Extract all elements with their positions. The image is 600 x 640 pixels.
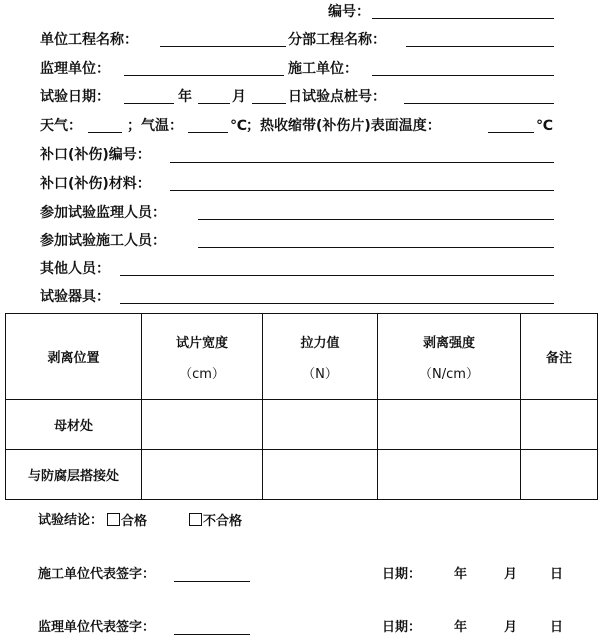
test-day-field[interactable] [252, 103, 286, 104]
header-width [142, 314, 263, 400]
supervision-day-label: 日 [550, 620, 564, 635]
day-stake-label: 日试验点桩号： [288, 89, 386, 105]
construction-unit-label: 施工单位： [288, 61, 358, 77]
weather-field[interactable] [88, 132, 122, 133]
supervision-month-label: 月 [504, 620, 518, 635]
sub-project-label: 分部工程名称： [288, 32, 386, 48]
construction-year-label: 年 [454, 567, 468, 582]
patch-number-label: 补口(补伤)编号： [40, 147, 151, 163]
conclusion-label: 试验结论： [38, 513, 104, 528]
construction-sign-field[interactable] [174, 581, 250, 582]
header-strength-unit: （N/cm） [419, 366, 479, 382]
number-label: 编号： [328, 4, 370, 20]
fail-label: 不合格 [203, 514, 243, 529]
supervision-year-label: 年 [454, 620, 468, 635]
other-staff-field[interactable] [120, 275, 554, 276]
supervision-unit-label: 监理单位： [40, 61, 110, 77]
supervision-sign-field[interactable] [174, 634, 250, 635]
construction-day-label: 日 [550, 567, 564, 582]
peel-test-table [5, 313, 598, 500]
pass-checkbox[interactable] [107, 513, 120, 526]
supervision-date-label: 日期： [382, 620, 422, 635]
unit-project-field[interactable] [160, 46, 286, 47]
construction-date-label: 日期： [382, 567, 422, 582]
fail-option[interactable] [188, 513, 242, 530]
patch-number-field[interactable] [170, 162, 554, 163]
cell-input[interactable] [521, 450, 598, 500]
patch-material-field[interactable] [170, 190, 554, 191]
surface-temp-field[interactable] [488, 132, 534, 133]
header-width-unit: （cm） [179, 366, 225, 382]
celsius-unit: ℃ [230, 118, 247, 134]
construction-unit-field[interactable] [372, 75, 554, 76]
cell-input[interactable] [521, 400, 598, 450]
supervision-staff-field[interactable] [198, 219, 554, 220]
construction-staff-label: 参加试验施工人员： [40, 233, 166, 249]
construction-month-label: 月 [504, 567, 518, 582]
header-tension [263, 314, 378, 400]
stake-number-field[interactable] [404, 103, 554, 104]
month-label: 月 [232, 89, 246, 105]
equipment-field[interactable] [120, 303, 554, 304]
pass-option[interactable] [106, 513, 147, 530]
celsius-unit-2: ℃ [536, 118, 553, 134]
construction-staff-field[interactable] [198, 247, 554, 248]
test-date-label: 试验日期： [40, 89, 110, 105]
header-remark: 备注 [521, 314, 598, 400]
cell-input[interactable] [263, 400, 378, 450]
temperature-label: ；气温： [127, 118, 183, 134]
weather-label: 天气： [40, 118, 82, 134]
patch-material-label: 补口(补伤)材料： [40, 176, 151, 192]
fail-checkbox[interactable] [189, 513, 202, 526]
header-width-title: 试片宽度 [175, 335, 228, 351]
construction-sign-label: 施工单位代表签字： [38, 567, 156, 582]
table-row [6, 450, 598, 500]
table-row [6, 400, 598, 450]
header-tension-title: 拉力值 [300, 335, 340, 351]
number-field[interactable] [372, 18, 554, 19]
header-strength-title: 剥离强度 [422, 335, 475, 351]
supervision-staff-label: 参加试验监理人员： [40, 205, 166, 221]
temperature-field[interactable] [188, 132, 228, 133]
year-label: 年 [178, 89, 192, 105]
test-month-field[interactable] [198, 103, 230, 104]
cell-input[interactable] [142, 400, 263, 450]
cell-input[interactable] [378, 400, 521, 450]
row-label-base-material: 母材处 [6, 400, 142, 450]
header-position: 剥离位置 [6, 314, 142, 400]
row-label-overlap: 与防腐层搭接处 [6, 450, 142, 500]
header-strength [378, 314, 521, 400]
test-year-field[interactable] [124, 103, 174, 104]
sub-project-field[interactable] [406, 46, 554, 47]
header-tension-unit: （N） [302, 366, 338, 382]
supervision-unit-field[interactable] [124, 75, 284, 76]
other-staff-label: 其他人员： [40, 261, 110, 277]
cell-input[interactable] [142, 450, 263, 500]
cell-input[interactable] [378, 450, 521, 500]
unit-project-label: 单位工程名称： [40, 32, 138, 48]
pass-label: 合格 [121, 514, 148, 529]
equipment-label: 试验器具： [40, 289, 110, 305]
cell-input[interactable] [263, 450, 378, 500]
table-header-row [6, 314, 598, 400]
supervision-sign-label: 监理单位代表签字： [38, 620, 156, 635]
surface-temp-label: ；热收缩带(补伤片)表面温度： [246, 118, 441, 134]
